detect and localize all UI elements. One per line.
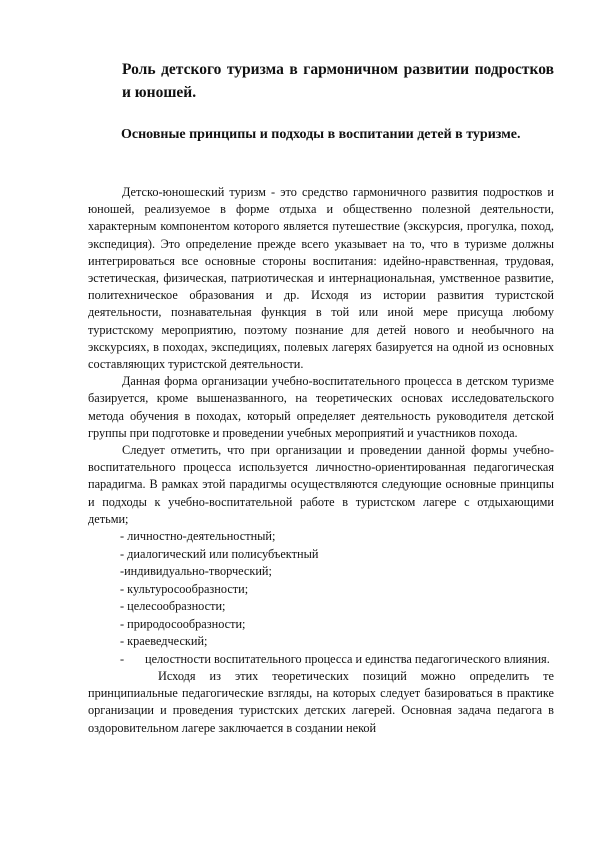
paragraph-closing: Исходя из этих теоретических позиций можно определить те принципиальные педагогические взгляды, на которых следует базироваться в практике организации и проведения туристских детских лагерей. Основная задача педагога в оздоровительном лагере заключается в создании некой [88, 669, 554, 735]
document-title: Роль детского туризма в гармоничном развитии подростков и юношей. [122, 61, 554, 101]
list-item: - диалогический или полисубъектный [120, 546, 319, 561]
list-item: - природосообразности; [120, 616, 246, 631]
list-item: - целесообразности; [120, 599, 226, 614]
paragraph-definition: Детско-юношеский туризм - это средство гармоничного развития подростков и юношей, реализуемое в форме отдыха и общественно полезной деятельности, характерным компонентом которого является путешествие (экскурсия, прогулка, поход, экспедиция). Это определение прежде всего указывает на то, что в туризме должны интегрироваться все основные стороны воспитания: идейно-нравственная, трудовая, эстетическая, физическая, патриотическая и интернациональная, умственное развитие, политехническое образования и др. Исходя из истории развития туристской деятельности, познавательная функция в той или иной мере присуща любому туристскому мероприятию, поэтому познание для детей нового и необычного на экскурсиях, в походах, экспедициях, полевых лагерях базируется на одной из основных составляющих туристской деятельности. [88, 185, 554, 372]
paragraph-organization-form: Данная форма организации учебно-воспитательного процесса в детском туризме базируется, кроме вышеназванного, на теоретических основах исследовательского метода обучения в походах, который определяет деятельность руководителя детской группы при подготовке и проведении учебных мероприятий и участников похода. [88, 374, 554, 440]
list-item: - краеведческий; [120, 634, 208, 649]
list-item: -индивидуально-творческий; [120, 564, 272, 579]
principles-list [88, 528, 554, 668]
paragraph-paradigm: Следует отметить, что при организации и проведении данной формы учебно-воспитательного процесса используется личностно-ориентированная педагогическая парадигма. В рамках этой парадигмы осуществляются следующие основные принципы и подходы к учебно-воспитательной работе в туристском лагере с отдыхающими детьми; [88, 443, 554, 526]
document-body [88, 184, 554, 737]
document-subtitle: Основные принципы и подходы в воспитании детей в туризме. [121, 127, 521, 142]
list-item-dash: - [120, 651, 125, 666]
list-item: - культуросообразности; [120, 581, 249, 596]
list-item-text: целостности воспитательного процесса и единства педагогического влияния. [145, 651, 550, 666]
list-item [120, 651, 554, 669]
list-item: - личностно-деятельностный; [120, 529, 276, 544]
